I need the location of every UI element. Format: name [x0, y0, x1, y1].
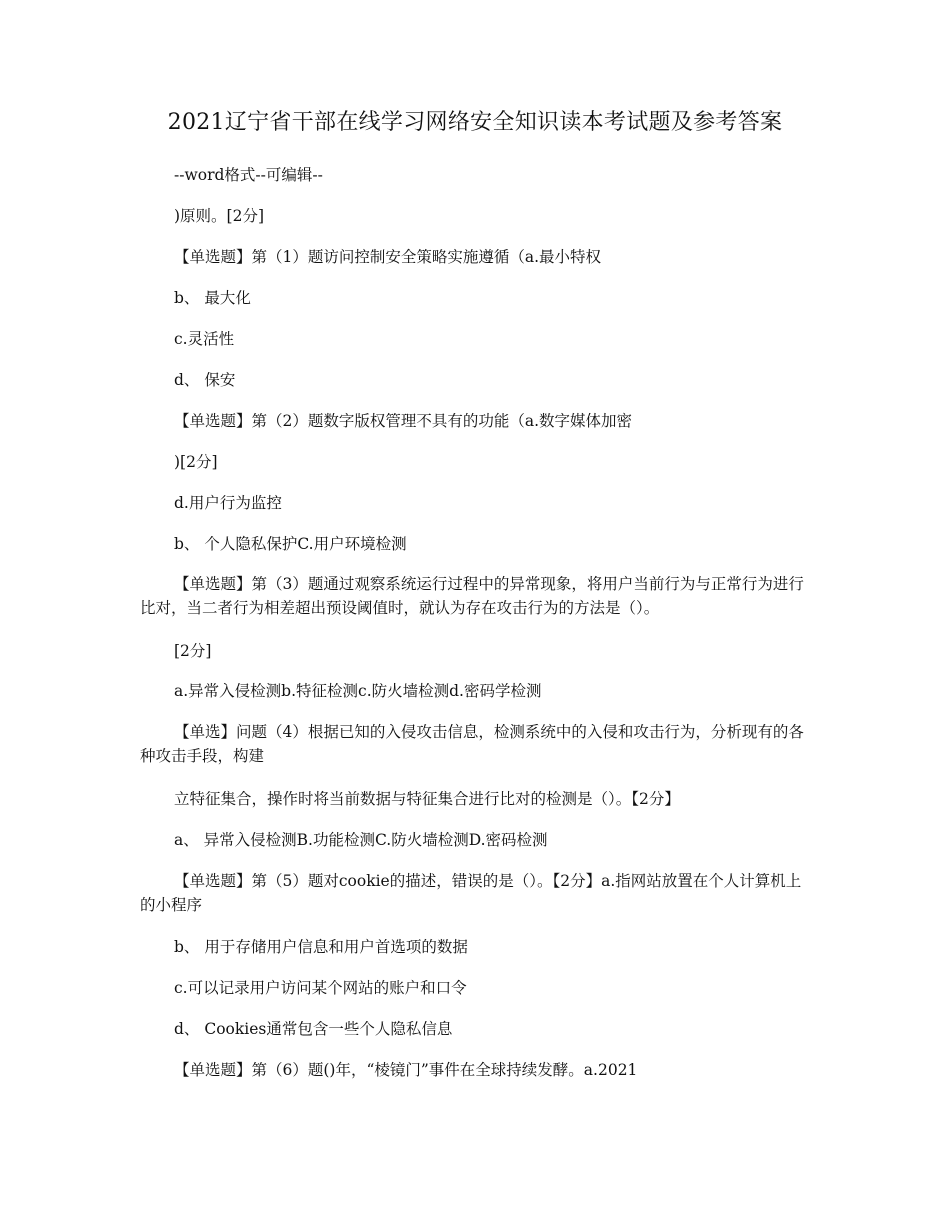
- question-5: 【单选题】第（5）题对cookie的描述，错误的是（）。【2分】a.指网站放置在个人计算机上的小程序: [140, 872, 802, 914]
- option-line: d、 Cookies通常包含一些个人隐私信息: [174, 1020, 453, 1038]
- text-line: 立特征集合，操作时将当前数据与特征集合进行比对的检测是（）。【2分】: [174, 790, 680, 808]
- question-1: 【单选题】第（1）题访问控制安全策略实施遵循（a.最小特权: [174, 248, 602, 266]
- text-line: )原则。[2分]: [174, 207, 265, 225]
- text-line: [2分]: [174, 642, 212, 660]
- option-line: b、 最大化: [174, 289, 251, 307]
- option-line: c.灵活性: [174, 330, 235, 348]
- option-line: a.异常入侵检测b.特征检测c.防火墙检测d.密码学检测: [174, 682, 542, 700]
- option-line: b、 用于存储用户信息和用户首选项的数据: [174, 938, 468, 956]
- option-line: c.可以记录用户访问某个网站的账户和口令: [174, 979, 467, 997]
- option-line: a、 异常入侵检测B.功能检测C.防火墙检测D.密码检测: [174, 831, 548, 849]
- question-4: 【单选】问题（4）根据已知的入侵攻击信息，检测系统中的入侵和攻击行为，分析现有的各种攻击手段，构建: [140, 723, 804, 765]
- document-title: 2021辽宁省干部在线学习网络安全知识读本考试题及参考答案: [167, 110, 783, 135]
- option-line: b、 个人隐私保护C.用户环境检测: [174, 535, 407, 553]
- option-line: d.用户行为监控: [174, 494, 282, 512]
- question-3: 【单选题】第（3）题通过观察系统运行过程中的异常现象，将用户当前行为与正常行为进行比对，当二者行为相差超出预设阈值时，就认为存在攻击行为的方法是（）。: [140, 575, 804, 617]
- question-6: 【单选题】第（6）题()年，“棱镜门”事件在全球持续发酵。a.2021: [174, 1061, 638, 1079]
- option-line: d、 保安: [174, 371, 236, 389]
- text-line: )[2分]: [174, 453, 218, 471]
- format-note: --word格式--可编辑--: [174, 166, 323, 184]
- question-2: 【单选题】第（2）题数字版权管理不具有的功能（a.数字媒体加密: [174, 412, 633, 430]
